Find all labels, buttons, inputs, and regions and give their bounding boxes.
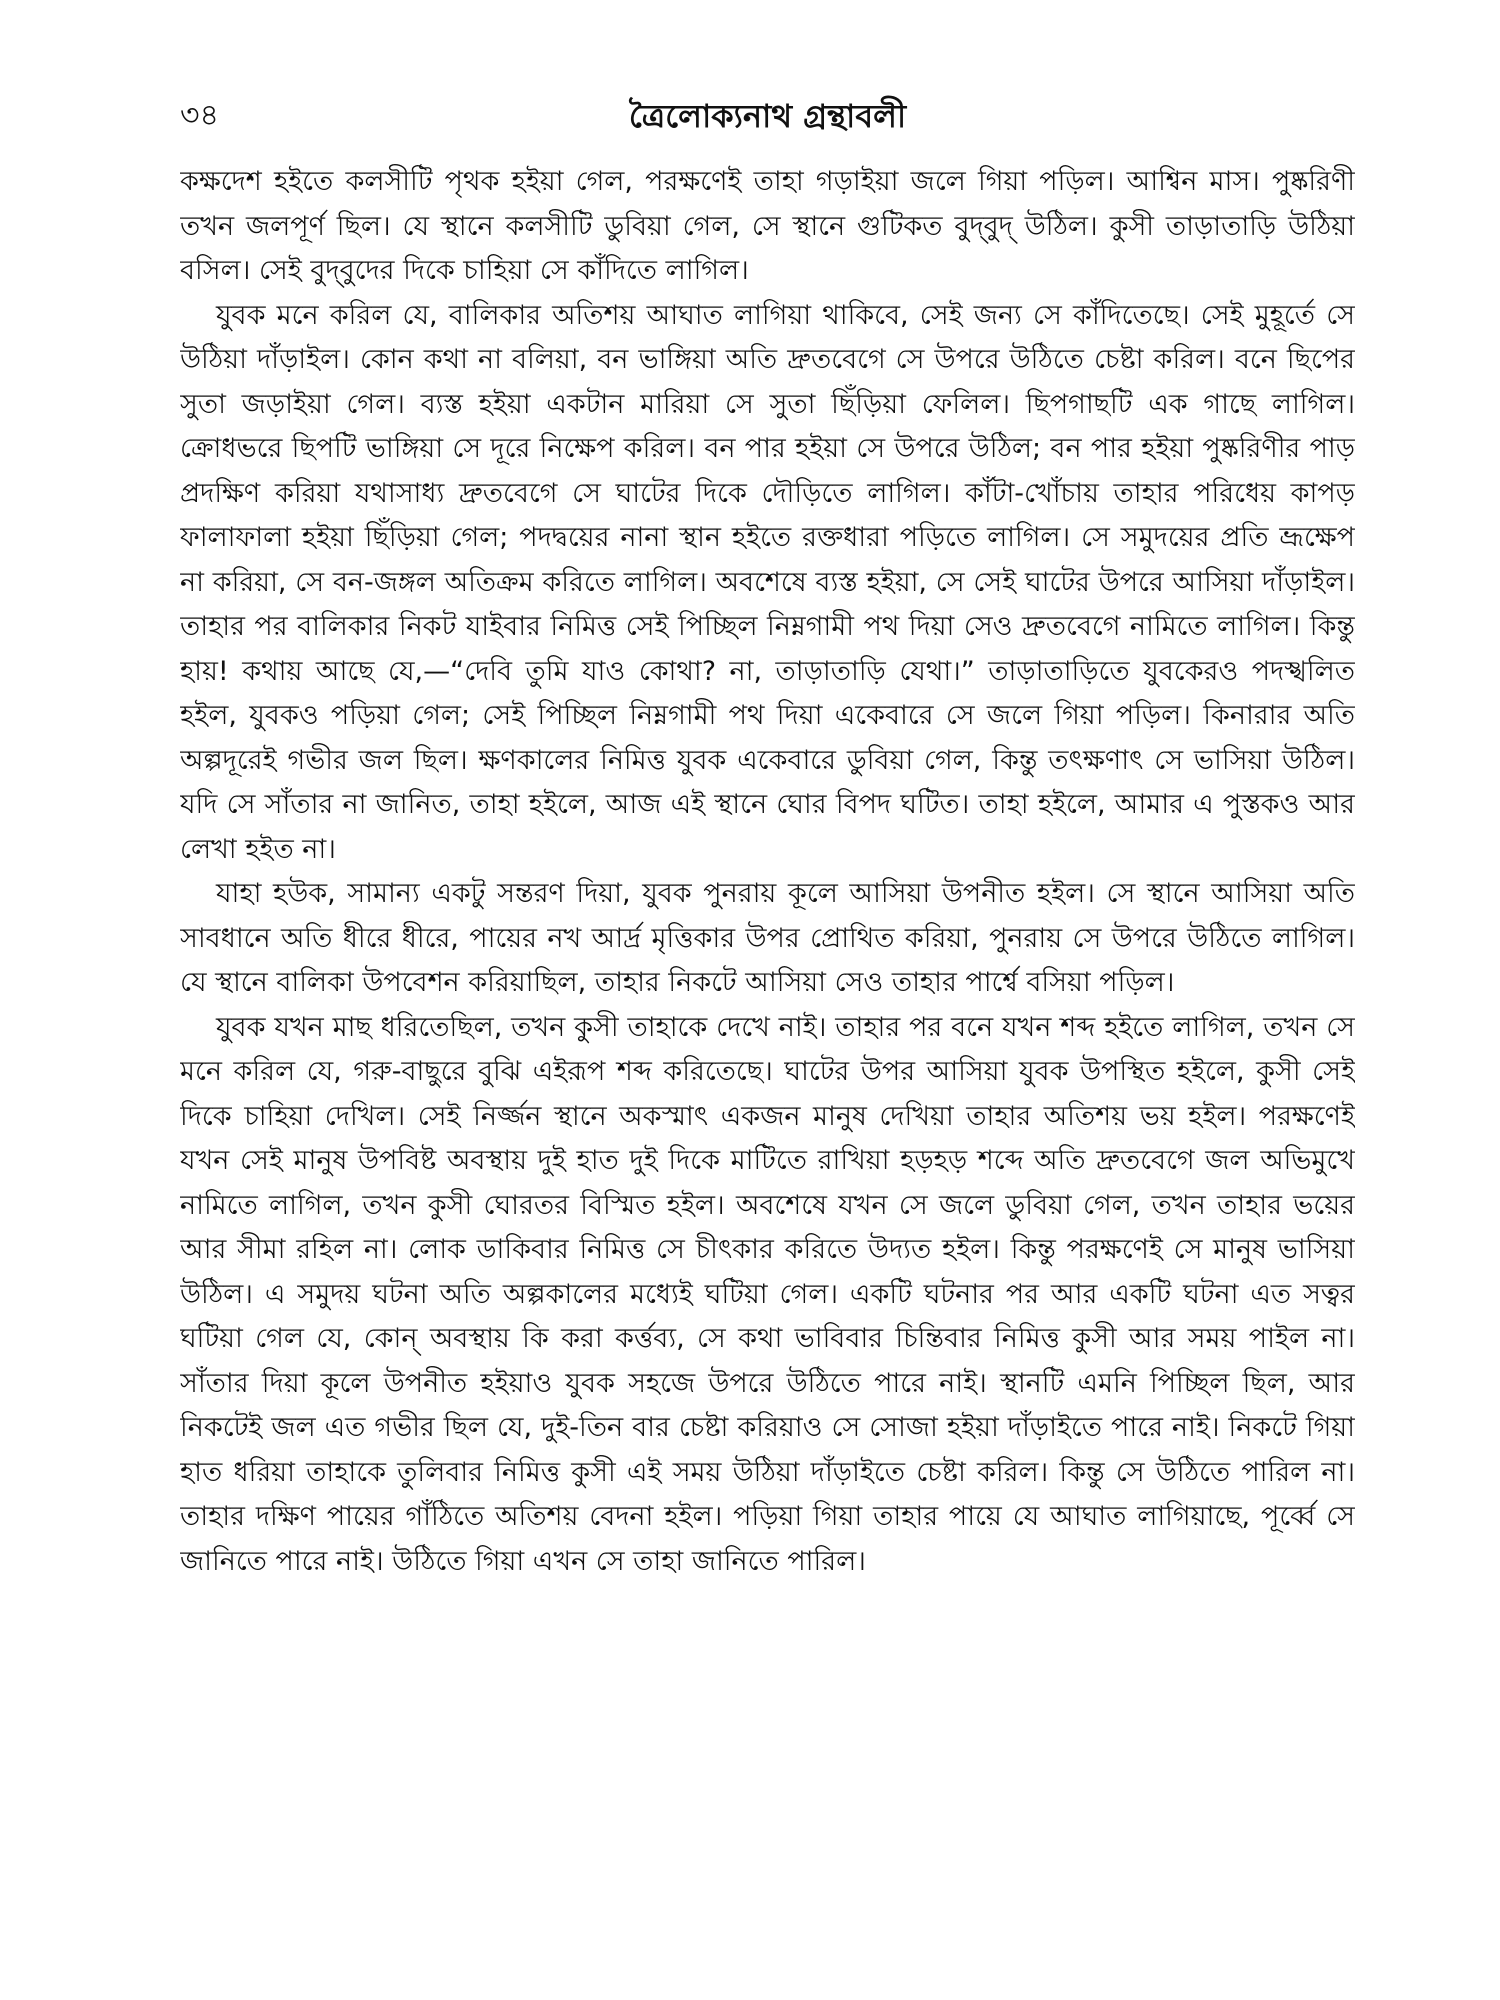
paragraph-2: যুবক মনে করিল যে, বালিকার অতিশয় আঘাত লাগিয়া থাকিবে, সেই জন্য সে কাঁদিতেছে। সেই মুহূর্তে সে উঠিয়া দাঁড়াইল। কোন কথা না বলিয়া, বন ভাঙ্গিয়া অতি দ্রুতবেগে সে উপরে উঠিতে চেষ্টা করিল। বনে ছিপের সুতা জড়াইয়া গেল। ব্যস্ত হইয়া একটান মারিয়া সে সুতা ছিঁড়িয়া ফেলিল। ছিপগাছটি এক গাছে লাগিল। ক্রোধভরে ছিপটি ভাঙ্গিয়া সে দূরে নিক্ষেপ করিল। বন পার হইয়া সে উপরে উঠিল; বন পার হইয়া পুষ্করিণীর পাড় প্রদক্ষিণ করিয়া যথাসাধ্য দ্রুতবেগে সে ঘাটের দিকে দৌড়িতে লাগিল। কাঁটা-খোঁচায় তাহার পরিধেয় কাপড় ফালাফালা হইয়া ছিঁড়িয়া গেল; পদদ্বয়ের নানা স্থান হইতে রক্তধারা পড়িতে লাগিল। সে সমুদয়ের প্রতি ভ্রূক্ষেপ না করিয়া, সে বন-জঙ্গল অতিক্রম করিতে লাগিল। অবশেষে ব্যস্ত হইয়া, সে সেই ঘাটের উপরে আসিয়া দাঁড়াইল। তাহার পর বালিকার নিকট যাইবার নিমিত্ত সেই পিচ্ছিল নিম্নগামী পথ দিয়া সেও দ্রুতবেগে নামিতে লাগিল। কিন্তু হায়! কথায় আছে যে,—“দেবি তুমি যাও কোথা? না, তাড়াতাড়ি যেথা।” তাড়াতাড়িতে যুবকেরও পদস্খলিত হইল, যুবকও পড়িয়া গেল; সেই পিচ্ছিল নিম্নগামী পথ দিয়া একেবারে সে জলে গিয়া পড়িল। কিনারার অতি অল্পদূরেই গভীর জল ছিল। ক্ষণকালের নিমিত্ত যুবক একেবারে ডুবিয়া গেল, কিন্তু তৎক্ষণাৎ সে ভাসিয়া উঠিল। যদি সে সাঁতার না জানিত, তাহা হইলে, আজ এই স্থানে ঘোর বিপদ ঘটিত। তাহা হইলে, আমার এ পুস্তকও আর লেখা হইত না। <box>180 299 1355 865</box>
page-number: ৩৪ <box>180 98 219 133</box>
paragraph-4: যুবক যখন মাছ ধরিতেছিল, তখন কুসী তাহাকে দেখে নাই। তাহার পর বনে যখন শব্দ হইতে লাগিল, তখন সে মনে করিল যে, গরু-বাছুরে বুঝি এইরূপ শব্দ করিতেছে। ঘাটের উপর আসিয়া যুবক উপস্থিত হইলে, কুসী সেই দিকে চাহিয়া দেখিল। সেই নির্জ্জন স্থানে অকস্মাৎ একজন মানুষ দেখিয়া তাহার অতিশয় ভয় হইল। পরক্ষণেই যখন সেই মানুষ উপবিষ্ট অবস্থায় দুই হাত দুই দিকে মাটিতে রাখিয়া হড়হড় শব্দে অতি দ্রুতবেগে জল অভিমুখে নামিতে লাগিল, তখন কুসী ঘোরতর বিস্মিত হইল। অবশেষে যখন সে জলে ডুবিয়া গেল, তখন তাহার ভয়ের আর সীমা রহিল না। লোক ডাকিবার নিমিত্ত সে চীৎকার করিতে উদ্যত হইল। কিন্তু পরক্ষণেই সে মানুষ ভাসিয়া উঠিল। এ সমুদয় ঘটনা অতি অল্পকালের মধ্যেই ঘটিয়া গেল। একটি ঘটনার পর আর একটি ঘটনা এত সত্বর ঘটিয়া গেল যে, কোন্‌ অবস্থায় কি করা কর্ত্তব্য, সে কথা ভাবিবার চিন্তিবার নিমিত্ত কুসী আর সময় পাইল না। সাঁতার দিয়া কূলে উপনীত হইয়াও যুবক সহজে উপরে উঠিতে পারে নাই। স্থানটি এমনি পিচ্ছিল ছিল, আর নিকটেই জল এত গভীর ছিল যে, দুই-তিন বার চেষ্টা করিয়াও সে সোজা হইয়া দাঁড়াইতে পারে নাই। নিকটে গিয়া হাত ধরিয়া তাহাকে তুলিবার নিমিত্ত কুসী এই সময় উঠিয়া দাঁড়াইতে চেষ্টা করিল। কিন্তু সে উঠিতে পারিল না। তাহার দক্ষিণ পায়ের গাঁঠিতে অতিশয় বেদনা হইল। পড়িয়া গিয়া তাহার পায়ে যে আঘাত লাগিয়াছে, পূর্ব্বে সে জানিতে পারে নাই। উঠিতে গিয়া এখন সে তাহা জানিতে পারিল। <box>180 1011 1355 1577</box>
running-title: ত্রৈলোক্যনাথ গ্রন্থাবলী <box>628 97 907 135</box>
paragraph-3: যাহা হউক, সামান্য একটু সন্তরণ দিয়া, যুবক পুনরায় কূলে আসিয়া উপনীত হইল। সে স্থানে আসিয়া অতি সাবধানে অতি ধীরে ধীরে, পায়ের নখ আর্দ্র মৃত্তিকার উপর প্রোথিত করিয়া, পুনরায় সে উপরে উঠিতে লাগিল। যে স্থানে বালিকা উপবেশন করিয়াছিল, তাহার নিকটে আসিয়া সেও তাহার পার্শ্বে বসিয়া পড়িল। <box>180 878 1355 998</box>
paragraph-1: কক্ষদেশ হইতে কলসীটি পৃথক হইয়া গেল, পরক্ষণেই তাহা গড়াইয়া জলে গিয়া পড়িল। আশ্বিন মাস। পুষ্করিণী তখন জলপূর্ণ ছিল। যে স্থানে কলসীটি ডুবিয়া গেল, সে স্থানে গুটিকত বুদ্‌বুদ্‌ উঠিল। কুসী তাড়াতাড়ি উঠিয়া বসিল। সেই বুদ্‌বুদের দিকে চাহিয়া সে কাঁদিতে লাগিল। <box>180 166 1355 286</box>
body-text <box>180 160 1355 1960</box>
page-header <box>180 94 1355 144</box>
